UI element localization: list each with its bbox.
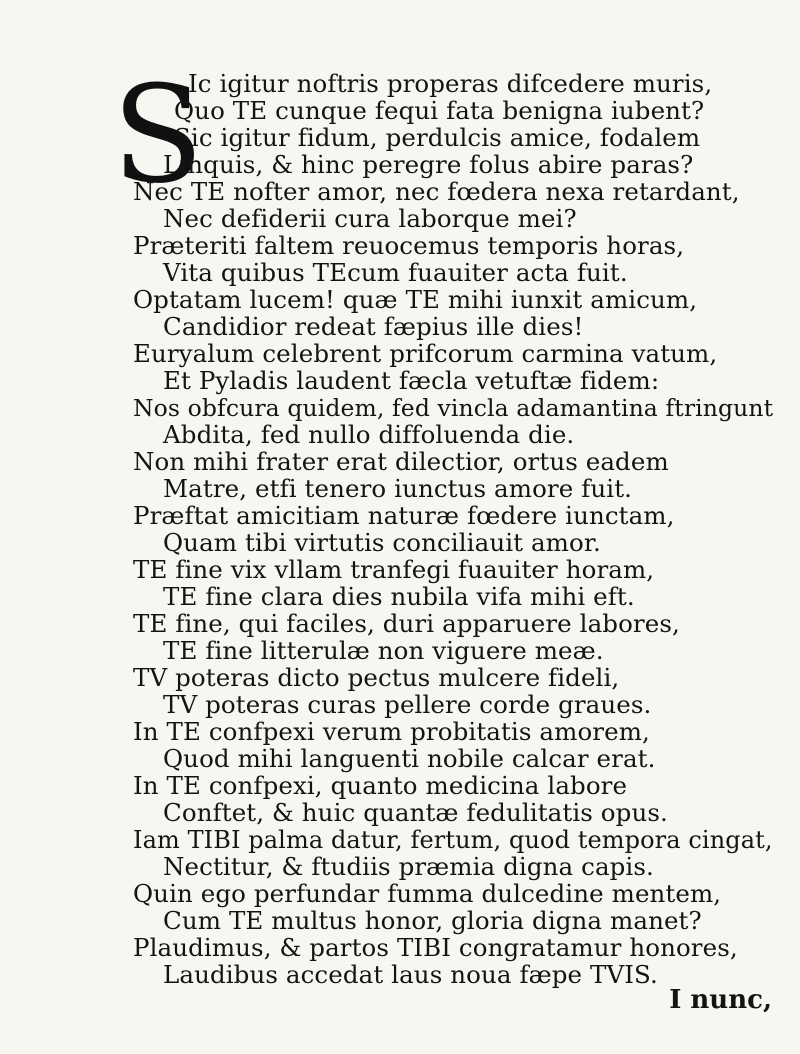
- verse-line-5: Nec TE nofter amor, nec fœdera nexa retardant,: [133, 177, 740, 206]
- verse-line-22: TE fine litterulæ non viguere meæ.: [163, 636, 604, 665]
- verse-line-33: Plaudimus, & partos TIBI congratamur honores,: [133, 933, 738, 962]
- verse-line-24: TV poteras curas pellere corde graues.: [163, 690, 652, 719]
- verse-line-15: Non mihi frater erat dilectior, ortus eadem: [133, 447, 669, 476]
- verse-line-3: Sic igitur fidum, perdulcis amice, fodalem: [174, 123, 701, 152]
- verse-line-7: Præteriti faltem reuocemus temporis horas,: [133, 231, 685, 260]
- verse-line-16: Matre, etfi tenero iunctus amore fuit.: [163, 474, 633, 503]
- verse-line-28: Conftet, & huic quantæ fedulitatis opus.: [163, 798, 668, 827]
- verse-line-32: Cum TE multus honor, gloria digna manet?: [163, 906, 702, 935]
- verse-line-20: TE fine clara dies nubila vifa mihi eft.: [163, 582, 635, 611]
- verse-line-9: Optatam lucem! quæ TE mihi iunxit amicum,: [133, 285, 698, 314]
- verse-line-4: Linquis, & hinc peregre folus abire paras?: [163, 150, 694, 179]
- verse-line-18: Quam tibi virtutis conciliauit amor.: [163, 528, 601, 557]
- verse-line-10: Candidior redeat fæpius ille dies!: [163, 312, 584, 341]
- verse-line-13: Nos obfcura quidem, fed vincla adamantina ftringunt: [133, 394, 774, 422]
- verse-line-25: In TE confpexi verum probitatis amorem,: [133, 717, 650, 746]
- verse-line-34: Laudibus accedat laus noua fæpe TVIS.: [163, 960, 658, 989]
- verse-line-6: Nec defiderii cura laborque mei?: [163, 204, 577, 233]
- verse-line-19: TE fine vix vllam tranfegi fuauiter horam,: [133, 555, 655, 584]
- verse-line-1: Ic igitur noftris properas difcedere muris,: [188, 69, 713, 98]
- verse-line-23: TV poteras dicto pectus mulcere fideli,: [133, 663, 620, 692]
- verse-line-29: Iam TIBI palma datur, fertum, quod tempora cingat,: [133, 826, 773, 854]
- verse-line-21: TE fine, qui faciles, duri apparuere labores,: [133, 609, 680, 638]
- verse-line-27: In TE confpexi, quanto medicina labore: [133, 771, 628, 800]
- verse-line-12: Et Pyladis laudent fæcla vetuftæ fidem:: [163, 366, 660, 395]
- verse-line-14: Abdita, fed nullo diffoluenda die.: [163, 420, 575, 449]
- verse-line-26: Quod mihi languenti nobile calcar erat.: [163, 744, 656, 773]
- verse-line-31: Quin ego perfundar fumma dulcedine mentem,: [133, 879, 722, 908]
- drop-cap: S: [112, 57, 204, 213]
- verse-line-2: Quo TE cunque fequi fata benigna iubent?: [174, 96, 705, 125]
- verse-line-8: Vita quibus TEcum fuauiter acta fuit.: [163, 258, 628, 287]
- verse-line-17: Præftat amicitiam naturæ fœdere iunctam,: [133, 501, 675, 530]
- catchword: I nunc,: [669, 985, 772, 1015]
- verse-line-11: Euryalum celebrent prifcorum carmina vatum,: [133, 339, 718, 368]
- verse-line-30: Nectitur, & ftudiis præmia digna capis.: [163, 852, 654, 881]
